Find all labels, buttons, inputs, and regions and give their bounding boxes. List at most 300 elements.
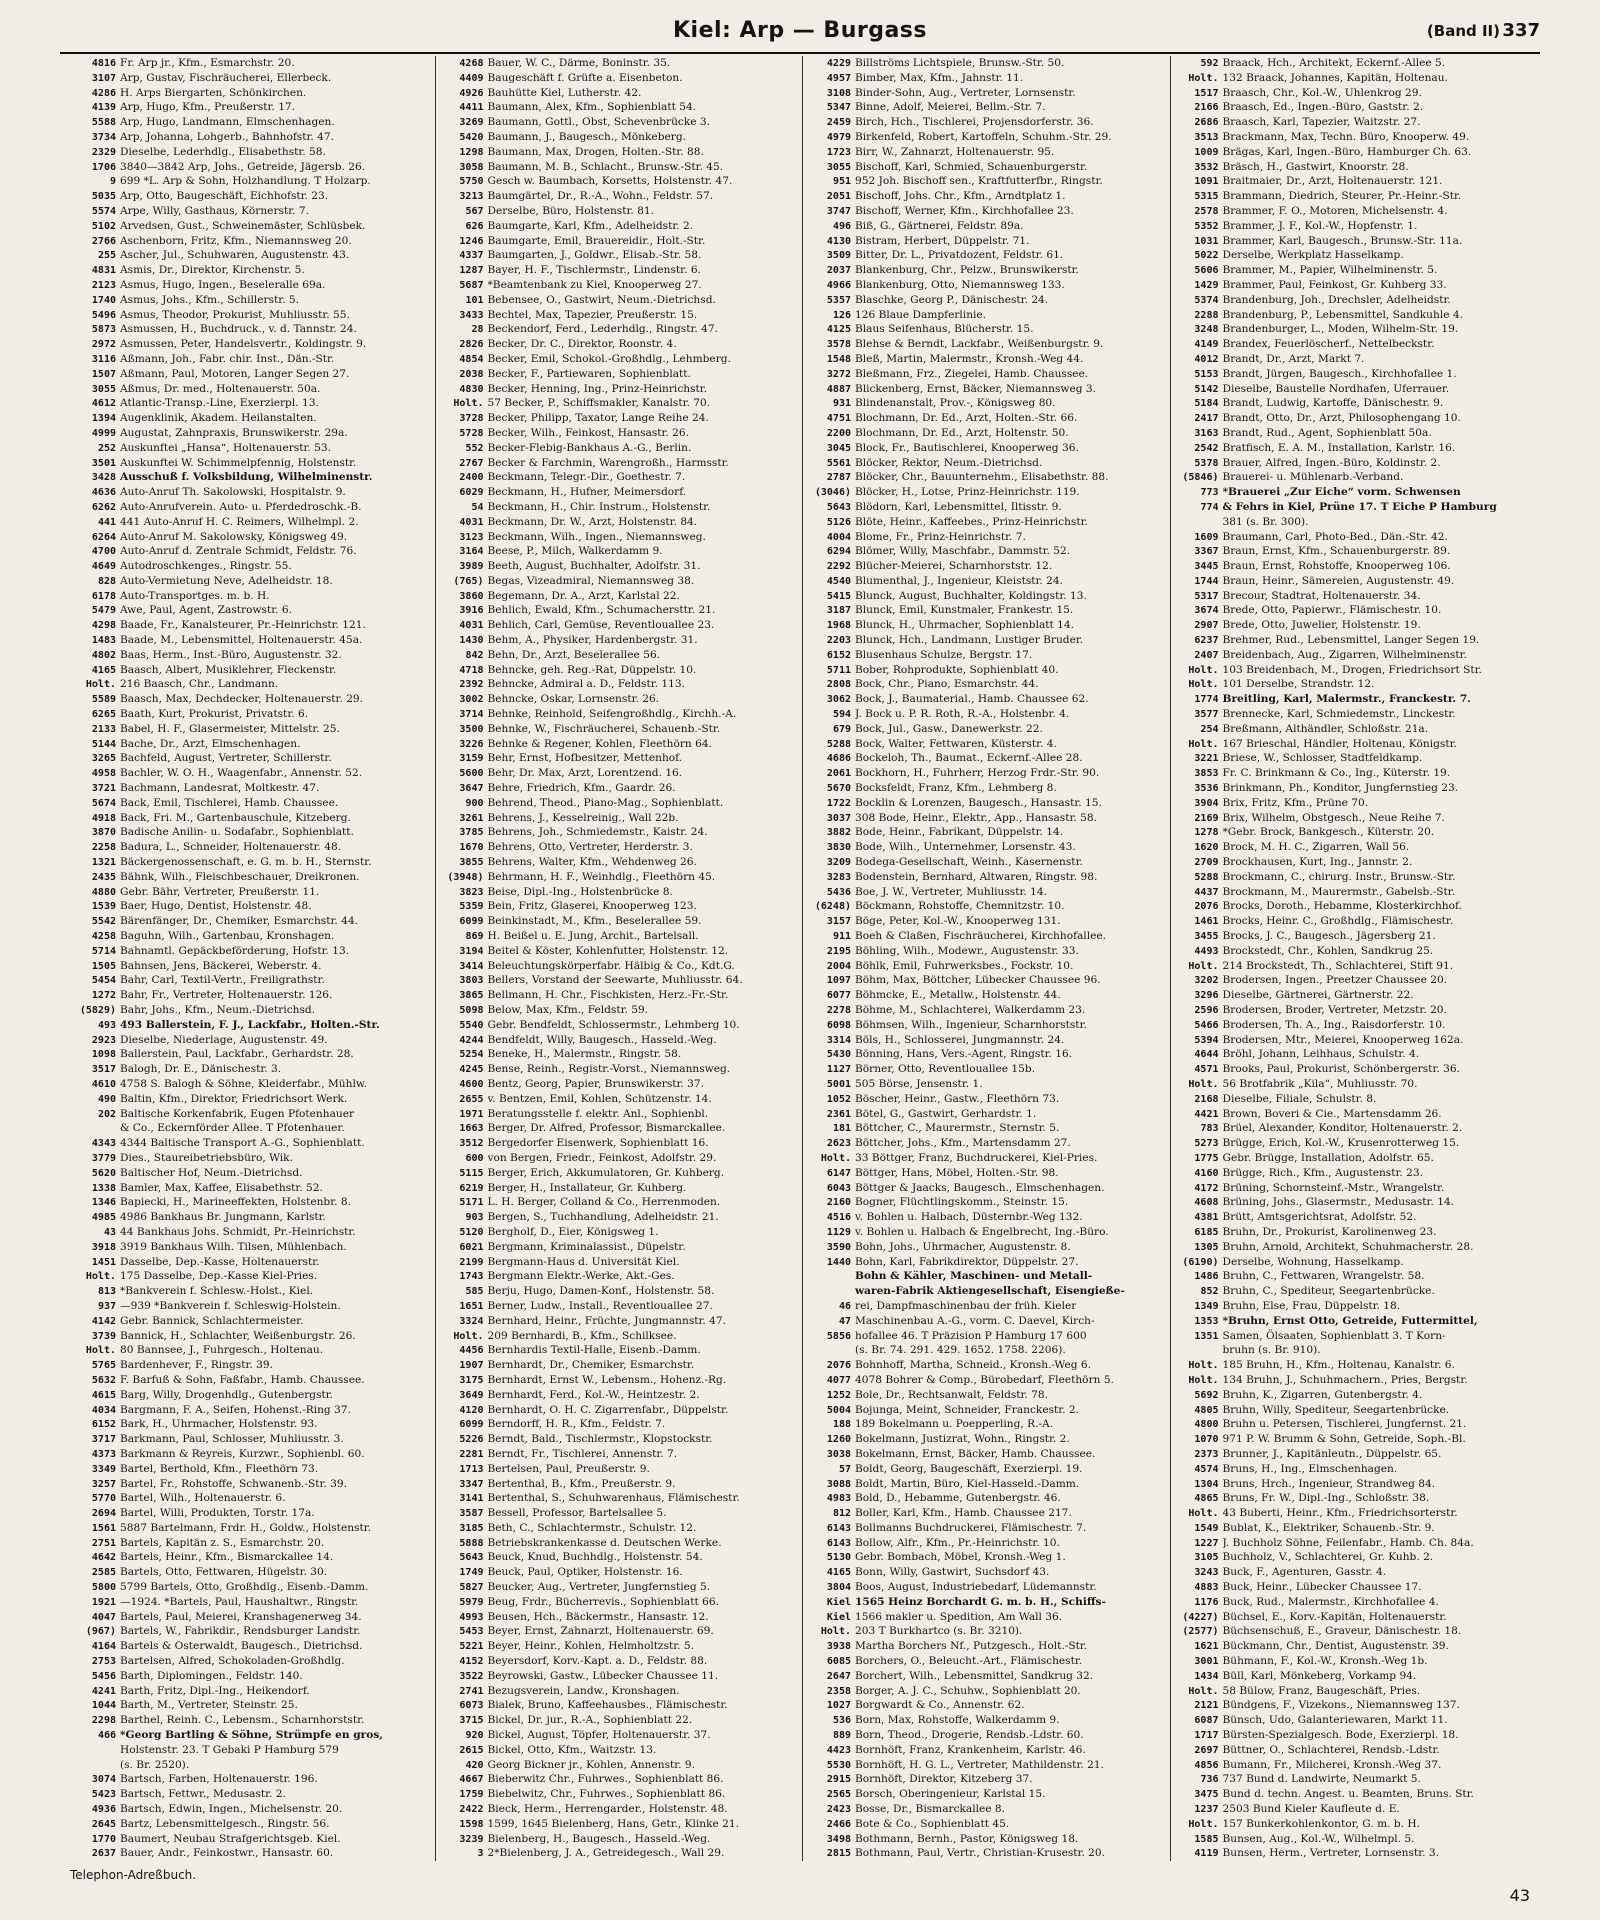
phone-number: Holt.: [820, 1152, 851, 1164]
directory-entry: [440, 500, 799, 515]
phone-number: 1749: [459, 1567, 484, 1579]
phone-number: 6264: [91, 531, 116, 543]
phone-number: 5126: [826, 516, 851, 528]
directory-entry: [1175, 574, 1535, 589]
entry-text: Böge, Peter, Kol.-W., Knooperweg 131.: [855, 915, 1061, 928]
phone-number: 6178: [91, 590, 116, 602]
phone-number: 4493: [1194, 945, 1219, 957]
directory-entry: [1175, 1654, 1535, 1669]
phone-number: 4540: [826, 575, 851, 587]
entry-text: Gebr. Bombach, Möbel, Kronsh.-Weg 1.: [855, 1551, 1066, 1564]
directory-entry: [807, 1698, 1166, 1713]
phone-number: 600: [465, 1152, 484, 1164]
entry-text: Bonn, Willy, Gastwirt, Suchsdorf 43.: [855, 1566, 1050, 1579]
phone-number: 2542: [1194, 442, 1219, 454]
phone-number: 5620: [91, 1167, 116, 1179]
entry-text: Bernhardt, Dr., Chemiker, Esmarchstr.: [487, 1359, 695, 1372]
directory-entry: [807, 174, 1166, 189]
directory-entry: [440, 411, 799, 426]
directory-entry: [1175, 71, 1535, 86]
entry-text: Blindenanstalt, Prov.-, Königsweg 80.: [855, 397, 1056, 410]
directory-entry: [72, 781, 431, 796]
volume-label: (Band II): [1426, 22, 1500, 40]
phone-number: 5466: [1194, 1019, 1219, 1031]
phone-number: 4571: [1194, 1064, 1219, 1076]
directory-entry: [440, 663, 799, 678]
directory-entry: [440, 766, 799, 781]
entry-text: Bruhn u. Petersen, Tischlerei, Jungfernst. 21.: [1222, 1418, 1467, 1431]
phone-number: (765): [453, 575, 484, 587]
phone-number: 2361: [826, 1108, 851, 1120]
phone-number: 1430: [459, 635, 484, 647]
directory-entry: [1175, 677, 1535, 692]
directory-entry: [440, 248, 799, 263]
directory-entry: [440, 204, 799, 219]
directory-entry: [440, 530, 799, 545]
phone-number: 4751: [826, 413, 851, 425]
entry-text: Brecour, Stadtrat, Holtenauerstr. 34.: [1222, 589, 1421, 602]
phone-number: (2577): [1182, 1626, 1219, 1638]
entry-text: Baumann, M. B., Schlacht., Brunsw.-Str. 45.: [487, 160, 724, 173]
phone-number: 5670: [826, 783, 851, 795]
directory-entry: [440, 86, 799, 101]
phone-number: 2578: [1194, 205, 1219, 217]
directory-entry: [807, 1210, 1166, 1225]
directory-entry: [1175, 1832, 1535, 1847]
entry-text: Berger, H., Installateur, Gr. Kuhberg.: [487, 1181, 687, 1194]
directory-entry: [440, 929, 799, 944]
entry-text: Brunner, J., Kapitänleutn., Düppelstr. 65.: [1222, 1447, 1442, 1460]
directory-entry: [807, 1151, 1166, 1166]
directory-entry: [1175, 1417, 1535, 1432]
phone-number: 1722: [826, 797, 851, 809]
phone-number: 3347: [459, 1478, 484, 1490]
phone-number: 3855: [459, 857, 484, 869]
entry-text: Autodroschkenges., Ringstr. 55.: [120, 560, 292, 573]
phone-number: 5979: [459, 1596, 484, 1608]
phone-number: 202: [97, 1108, 116, 1120]
directory-entry: [72, 1033, 431, 1048]
entry-text: Auskunftei „Hansa“, Holtenauerstr. 53.: [120, 441, 331, 454]
directory-entry: [807, 1758, 1166, 1773]
directory-entry: [72, 648, 431, 663]
phone-number: 5378: [1194, 457, 1219, 469]
directory-entry: [807, 234, 1166, 249]
phone-number: 6143: [826, 1522, 851, 1534]
entry-text: Bunsen, Herm., Vertreter, Lornsenstr. 3.: [1222, 1847, 1439, 1860]
phone-number: 5542: [91, 916, 116, 928]
phone-number: 4612: [91, 398, 116, 410]
directory-entry: [72, 1669, 431, 1684]
entry-text: Berner, Ludw., Install., Reventlouallee 27.: [487, 1299, 713, 1312]
entry-text: Bistram, Herbert, Düppelstr. 71.: [855, 234, 1030, 247]
entry-text: Balogh, Dr. E., Dänischestr. 3.: [120, 1063, 282, 1076]
phone-number: 3062: [826, 694, 851, 706]
entry-text: Bartels & Osterwaldt, Baugesch., Dietrichsd.: [120, 1640, 363, 1653]
directory-entry: [440, 959, 799, 974]
entry-text: Buck, Rud., Malermstr., Kirchhofallee 4.: [1222, 1595, 1439, 1608]
phone-number: 3107: [91, 72, 116, 84]
phone-number: 5687: [459, 279, 484, 291]
phone-number: 57: [838, 1463, 851, 1475]
entry-text: Bannick, H., Schlachter, Weißenburgstr. 26.: [120, 1329, 356, 1342]
entry-text: Bense, Reinh., Registr.-Vorst., Niemannsweg.: [487, 1063, 731, 1076]
entry-text: Aßmann, Paul, Motoren, Langer Segen 27.: [120, 367, 350, 380]
directory-entry: [1175, 870, 1535, 885]
entry-text: Brammann, Diedrich, Steurer, Pr.-Heinr.-Str.: [1222, 190, 1462, 203]
directory-entry: [807, 1077, 1166, 1092]
phone-number: 1305: [1194, 1241, 1219, 1253]
entry-text: F. Barfuß & Sohn, Faßfabr., Hamb. Chaussee.: [120, 1373, 365, 1386]
entry-text: Behrmann, H. F., Weinhdlg., Fleethörn 45.: [487, 870, 716, 883]
entry-text: Bruhn, C., Spediteur, Seegartenbrücke.: [1222, 1285, 1435, 1298]
entry-text: Beise, Dipl.-Ing., Holstenbrücke 8.: [487, 885, 673, 898]
entry-text: Bickel, August, Töpfer, Holtenauerstr. 37.: [487, 1729, 711, 1742]
entry-text: Becker, Emil, Schokol.-Großhdlg., Lehmberg.: [487, 352, 731, 365]
phone-number: 5423: [91, 1789, 116, 1801]
phone-number: 4615: [91, 1389, 116, 1401]
entry-text: Büchsel, E., Korv.-Kapitän, Holtenauerstr.: [1222, 1610, 1447, 1623]
directory-entry: [1175, 515, 1535, 530]
directory-entry: [72, 870, 431, 885]
directory-entry: [1175, 1743, 1535, 1758]
phone-number: 252: [97, 442, 116, 454]
entry-text: Auto-Vermietung Neve, Adelheidstr. 18.: [120, 574, 333, 587]
entry-text: Bartels, Paul, Meierei, Kranshagenerweg 34.: [120, 1610, 362, 1623]
entry-text: Behrens, Walter, Kfm., Wehdenweg 26.: [487, 856, 697, 869]
phone-number: 4649: [91, 561, 116, 573]
phone-number: 4831: [91, 265, 116, 277]
directory-entry: [440, 1772, 799, 1787]
directory-entry: [440, 722, 799, 737]
directory-columns: [68, 56, 1538, 1861]
directory-entry: [1175, 1595, 1535, 1610]
directory-entry: [807, 1018, 1166, 1033]
entry-text: Berndt, Bald., Tischlermstr., Klopstockstr.: [487, 1433, 713, 1446]
entry-text: Baltin, Kfm., Direktor, Friedrichsort Werk.: [120, 1092, 348, 1105]
phone-number: 4957: [826, 72, 851, 84]
directory-entry: [1175, 1491, 1535, 1506]
directory-entry: [1175, 56, 1535, 71]
phone-number: Holt.: [1188, 1374, 1219, 1386]
directory-entry: [807, 1832, 1166, 1847]
entry-text: Baumgarte, Emil, Brauereidir., Holt.-Str.: [487, 234, 706, 247]
entry-text: Beratungsstelle f. elektr. Anl., Sophienbl.: [487, 1107, 709, 1120]
phone-number: Holt.: [85, 679, 116, 691]
phone-number: Kiel: [826, 1596, 851, 1608]
phone-number: 3141: [459, 1493, 484, 1505]
phone-number: 2697: [1194, 1744, 1219, 1756]
directory-entry: [1175, 1166, 1535, 1181]
entry-text: Georg Bickner jr., Kohlen, Annenstr. 9.: [487, 1758, 696, 1771]
phone-number: 4031: [459, 620, 484, 632]
entry-text: Behrend, Theod., Piano-Mag., Sophienblatt.: [487, 796, 724, 809]
directory-entry: [807, 559, 1166, 574]
entry-text: Brockmann, C., chirurg. Instr., Brunsw.-Str.: [1222, 870, 1456, 883]
directory-entry: [1175, 1462, 1535, 1477]
entry-text: Blumenthal, J., Ingenieur, Kleiststr. 24.: [855, 574, 1064, 587]
directory-entry: [440, 1580, 799, 1595]
phone-number: 2288: [1194, 309, 1219, 321]
directory-entry: [1175, 707, 1535, 722]
footer-publication: Telephon-Adreßbuch.: [70, 1868, 197, 1882]
phone-number: Holt.: [1188, 72, 1219, 84]
directory-entry: [440, 308, 799, 323]
directory-entry: [807, 86, 1166, 101]
directory-entry: [72, 1565, 431, 1580]
entry-text: Bündgens, F., Vizekons., Niemannsweg 137.: [1222, 1699, 1460, 1712]
phone-number: 1907: [459, 1360, 484, 1372]
entry-text: Bamler, Max, Kaffee, Elisabethstr. 52.: [120, 1181, 323, 1194]
directory-entry: [72, 1432, 431, 1447]
entry-text: Beucker, Aug., Vertreter, Jungfernstieg 5.: [487, 1581, 711, 1594]
directory-entry: [807, 663, 1166, 678]
entry-text: Baumert, Neubau Strafgerichtsgeb. Kiel.: [120, 1832, 341, 1845]
directory-entry: [72, 100, 431, 115]
entry-text: Bernhardt, Ferd., Kol.-W., Heintzestr. 2.: [487, 1388, 700, 1401]
phone-number: 773: [1200, 487, 1219, 499]
directory-entry: [72, 248, 431, 263]
entry-text: Brocks, Doroth., Hebamme, Klosterkirchhof.: [1222, 900, 1462, 913]
phone-number: 3074: [91, 1774, 116, 1786]
entry-text: Bahr, Fr., Vertreter, Holtenauerstr. 126.: [120, 989, 333, 1002]
entry-text: Borgwardt & Co., Annenstr. 62.: [855, 1699, 1025, 1712]
directory-entry: [440, 160, 799, 175]
directory-entry: [72, 633, 431, 648]
directory-entry: [440, 234, 799, 249]
phone-number: 2787: [826, 472, 851, 484]
phone-number: 2329: [91, 146, 116, 158]
phone-number: 2373: [1194, 1448, 1219, 1460]
entry-text: 101 Derselbe, Strandstr. 12.: [1222, 678, 1375, 691]
directory-entry: [1175, 219, 1535, 234]
phone-number: 6147: [826, 1167, 851, 1179]
directory-entry: [1175, 766, 1535, 781]
directory-entry: [72, 1698, 431, 1713]
directory-entry: [72, 855, 431, 870]
entry-text: Brammer, M., Papier, Wilhelminenstr. 5.: [1222, 264, 1438, 277]
entry-text: & Fehrs in Kiel, Prüne 17. T Eiche P Hamburg: [1222, 500, 1497, 513]
directory-entry: [440, 1166, 799, 1181]
phone-number: 679: [832, 723, 851, 735]
entry-text: Bischoff, Werner, Kfm., Kirchhofallee 23.: [855, 204, 1074, 217]
entry-text: Braack, Hch., Architekt, Eckernf.-Allee 5.: [1222, 57, 1446, 69]
entry-text: Bartel, Wilh., Holtenauerstr. 6.: [120, 1492, 286, 1505]
entry-text: Bein, Fritz, Glaserei, Knooperweg 123.: [487, 900, 697, 913]
phone-number: 4686: [826, 753, 851, 765]
directory-entry: [440, 1255, 799, 1270]
entry-text: Beneke, H., Malermstr., Ringstr. 58.: [487, 1048, 682, 1061]
entry-text: Bohn, Johs., Uhrmacher, Augustenstr. 8.: [855, 1240, 1071, 1253]
phone-number: 3185: [459, 1522, 484, 1534]
phone-number: 1346: [91, 1197, 116, 1209]
directory-entry: [72, 1832, 431, 1847]
entry-text: Brehmer, Rud., Lebensmittel, Langer Segen 19.: [1222, 634, 1480, 647]
phone-number: 2815: [826, 1848, 851, 1860]
directory-entry: [807, 544, 1166, 559]
phone-number: 3159: [459, 753, 484, 765]
directory-entry: [1175, 1447, 1535, 1462]
phone-number: 4034: [91, 1404, 116, 1416]
directory-entry: [72, 1595, 431, 1610]
phone-number: 4165: [826, 1567, 851, 1579]
phone-number: 3265: [91, 753, 116, 765]
directory-entry: [72, 145, 431, 160]
entry-text: Baumann, Max, Drogen, Holten.-Str. 88.: [487, 145, 704, 158]
directory-entry: [807, 885, 1166, 900]
phone-number: 254: [1200, 723, 1219, 735]
entry-text: Brooks, Paul, Prokurist, Schönbergerstr. 36.: [1222, 1063, 1460, 1076]
directory-entry: [1175, 944, 1535, 959]
directory-entry: [1175, 204, 1535, 219]
directory-entry: [1175, 411, 1535, 426]
directory-entry: [807, 500, 1166, 515]
directory-entry: [807, 441, 1166, 456]
phone-number: 4883: [1194, 1582, 1219, 1594]
phone-number: 6185: [1194, 1226, 1219, 1238]
entry-text: Brown, Boveri & Cie., Martensdamm 26.: [1222, 1107, 1442, 1120]
entry-text: Boller, Karl, Kfm., Hamb. Chaussee 217.: [855, 1507, 1072, 1520]
phone-number: 2422: [459, 1804, 484, 1816]
entry-text: Bendfeldt, Willy, Baugesch., Hasseld.-Weg.: [487, 1033, 717, 1046]
directory-entry: [807, 1417, 1166, 1432]
directory-entry: [807, 1432, 1166, 1447]
entry-text: Blunck, Hch., Landmann, Lustiger Bruder.: [855, 634, 1084, 647]
directory-entry: [807, 840, 1166, 855]
entry-text: 308 Bode, Heinr., Elektr., App., Hansastr. 58.: [855, 811, 1097, 824]
phone-number: 1091: [1194, 176, 1219, 188]
entry-text: Ascher, Jul., Schuhwaren, Augustenstr. 43.: [120, 249, 350, 262]
entry-text: Beuck, Knud, Buchhdlg., Holstenstr. 54.: [487, 1551, 703, 1564]
entry-text: Beth, C., Schlachtermstr., Schulstr. 12.: [487, 1521, 697, 1534]
directory-entry: [72, 367, 431, 382]
phone-number: 3916: [459, 605, 484, 617]
phone-number: 4241: [91, 1685, 116, 1697]
directory-entry: [807, 796, 1166, 811]
phone-number: 1775: [1194, 1152, 1219, 1164]
entry-text: Maschinenbau A.-G., vorm. C. Daevel, Kirch-: [855, 1314, 1095, 1327]
phone-number: Holt.: [1188, 1818, 1219, 1830]
entry-text: Bieck, Herm., Herrengarder., Holstenstr. 48.: [487, 1803, 728, 1816]
directory-entry: [807, 470, 1166, 485]
directory-entry: [1175, 559, 1535, 574]
phone-number: 1759: [459, 1789, 484, 1801]
entry-text: Breitling, Karl, Malermstr., Franckestr. 7.: [1222, 693, 1471, 706]
phone-number: 2203: [826, 635, 851, 647]
phone-number: 585: [465, 1286, 484, 1298]
entry-text: Beyer, Heinr., Kohlen, Helmholtzstr. 5.: [487, 1640, 695, 1653]
entry-text: Brodersen, Th. A., Ing., Raisdorferstr. 10.: [1222, 1018, 1446, 1031]
entry-text: J. Buchholz Söhne, Feilenfabr., Hamb. Ch. 84a.: [1222, 1536, 1474, 1549]
phone-number: Holt.: [820, 1626, 851, 1638]
entry-text: Braasch, Chr., Kol.-W., Uhlenkrog 29.: [1222, 86, 1422, 99]
entry-text: Böhme, M., Schlachterei, Walkerdamm 23.: [855, 1004, 1086, 1016]
directory-entry: [807, 278, 1166, 293]
directory-entry: [72, 411, 431, 426]
entry-text: Auto-Anruf d. Zentrale Schmidt, Feldstr. 76.: [120, 545, 357, 558]
entry-text: Bahr, Carl, Textil-Vertr., Freiligrathstr.: [120, 974, 325, 987]
phone-number: 6143: [826, 1537, 851, 1549]
phone-number: 3500: [459, 723, 484, 735]
entry-text: Aschenborn, Fritz, Kfm., Niemannsweg 20.: [120, 234, 352, 247]
directory-entry: [1175, 1314, 1535, 1329]
directory-entry: [1175, 1536, 1535, 1551]
entry-text: 209 Bernhardi, B., Kfm., Schilksee.: [487, 1329, 677, 1342]
entry-text: Asmussen, Peter, Handelsvertr., Koldingstr. 9.: [120, 338, 367, 351]
phone-number: 536: [832, 1715, 851, 1727]
phone-number: 5288: [1194, 871, 1219, 883]
phone-number: 4644: [1194, 1049, 1219, 1061]
phone-number: 4979: [826, 131, 851, 143]
directory-entry: [1175, 811, 1535, 826]
phone-number: 4164: [91, 1641, 116, 1653]
phone-number: 3865: [459, 990, 484, 1002]
entry-text: Baumgärtel, Dr., R.-A., Wohn., Feldstr. 57.: [487, 190, 714, 203]
directory-entry: [807, 1536, 1166, 1551]
entry-text: Birr, W., Zahnarzt, Holtenauerstr. 95.: [855, 145, 1055, 158]
entry-text: Baumgarten, J., Goldwr., Elisab.-Str. 58.: [487, 249, 702, 262]
phone-number: 920: [465, 1730, 484, 1742]
entry-text: Baade, M., Lebensmittel, Holtenauerstr. 45a.: [120, 634, 363, 647]
entry-text: Berndorff, H. R., Kfm., Feldstr. 7.: [487, 1418, 666, 1431]
entry-text: Behm, A., Physiker, Hardenbergstr. 31.: [487, 634, 698, 647]
directory-entry: [807, 1462, 1166, 1477]
phone-number: 493: [97, 1019, 116, 1031]
directory-entry: [440, 441, 799, 456]
directory-entry: [440, 145, 799, 160]
phone-number: 5022: [1194, 250, 1219, 262]
entry-text: Bober, Rohprodukte, Sophienblatt 40.: [855, 663, 1059, 676]
directory-entry: [1175, 1432, 1535, 1447]
entry-text: Bernhardt, Ernst W., Lebensm., Hohenz.-Rg.: [487, 1373, 727, 1386]
directory-entry: [72, 692, 431, 707]
phone-number: 3532: [1194, 161, 1219, 173]
entry-text: Bartel, Willi, Produkten, Torstr. 17a.: [120, 1507, 315, 1520]
column-4: [1171, 56, 1539, 1861]
entry-text: Brockhausen, Kurt, Ing., Jannstr. 2.: [1222, 856, 1413, 869]
phone-number: 5142: [1194, 383, 1219, 395]
phone-number: 3055: [826, 161, 851, 173]
phone-number: Holt.: [1188, 960, 1219, 972]
directory-entry: [72, 707, 431, 722]
entry-text: Bayer, H. F., Tischlermstr., Lindenstr. 6.: [487, 264, 701, 277]
entry-text: (s. Br. 74. 291. 429. 1652. 1758. 2206).: [855, 1344, 1066, 1357]
phone-number: 4999: [91, 427, 116, 439]
entry-text: Bauhütte Kiel, Lutherstr. 42.: [487, 86, 642, 99]
entry-text: Brodersen, Ingen., Preetzer Chaussee 20.: [1222, 974, 1448, 987]
entry-text: Biß, G., Gärtnerei, Feldstr. 89a.: [855, 219, 1024, 232]
entry-text: Bartsch, Farben, Holtenauerstr. 196.: [120, 1773, 318, 1786]
phone-number: 4918: [91, 812, 116, 824]
entry-text: 952 Joh. Bischoff sen., Kraftfutterfbr., Ringstr.: [855, 175, 1103, 188]
entry-text: Bachler, W. O. H., Waagenfabr., Annenstr. 52.: [120, 767, 363, 780]
directory-entry: [72, 1151, 431, 1166]
phone-number: 6219: [459, 1182, 484, 1194]
phone-number: 6099: [459, 1419, 484, 1431]
directory-entry: [1175, 441, 1535, 456]
directory-entry: [807, 1772, 1166, 1787]
directory-entry: [440, 1151, 799, 1166]
phone-number: 5453: [459, 1626, 484, 1638]
phone-number: 5171: [459, 1197, 484, 1209]
phone-number: 931: [832, 398, 851, 410]
phone-number: 2278: [826, 1005, 851, 1016]
entry-text: —939 *Bankverein f. Schleswig-Holstein.: [120, 1299, 341, 1312]
entry-text: Bund d. techn. Angest. u. Beamten, Bruns. Str.: [1222, 1788, 1474, 1801]
directory-entry: [1175, 1669, 1535, 1684]
phone-number: 2400: [459, 472, 484, 484]
phone-number: 3202: [1194, 975, 1219, 987]
